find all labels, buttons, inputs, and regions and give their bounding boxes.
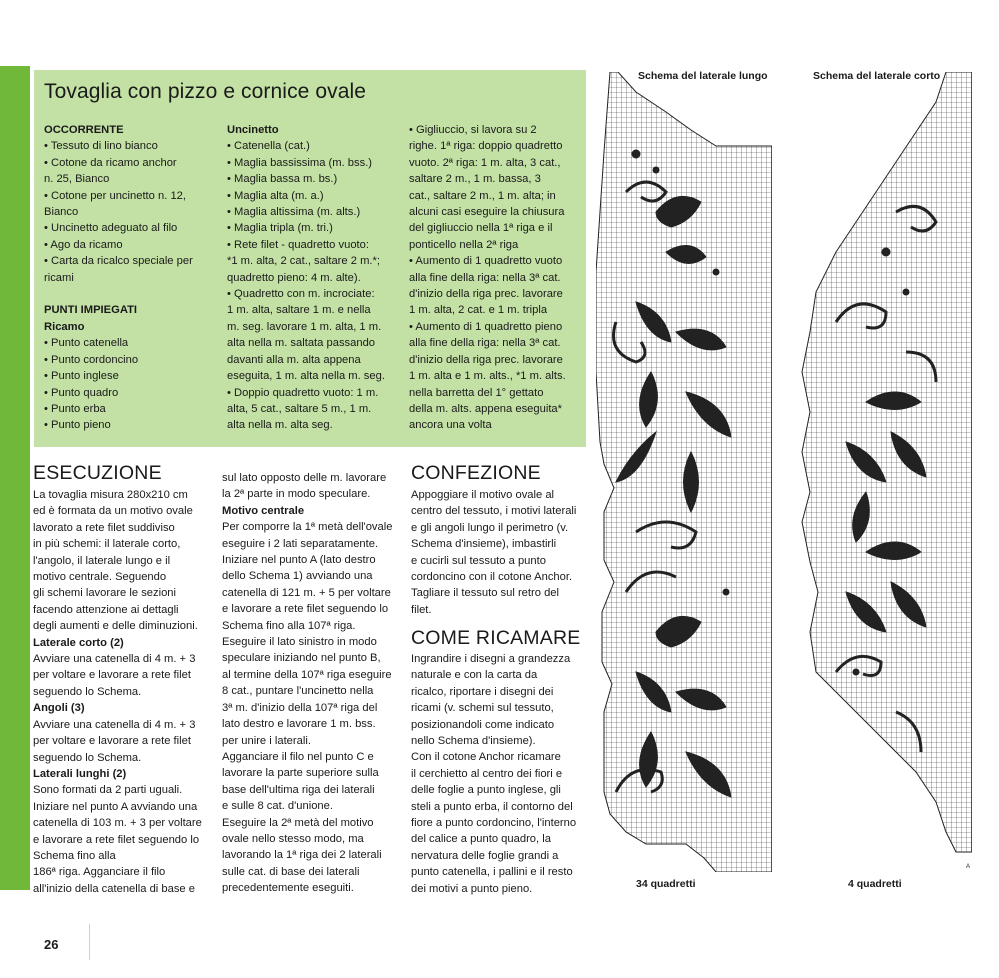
stitches-line: • Rete filet - quadretto vuoto:: [227, 238, 369, 251]
short-side-square-count: 4 quadretti: [848, 878, 902, 890]
esecuzione-line: Iniziare nel punto A avviando una: [33, 800, 198, 813]
stitches-line: eseguita, 1 m. alta nella m. seg.: [227, 370, 385, 383]
confezione-line: e gli angoli lungo il perimetro (v.: [411, 521, 569, 534]
page-title: Tovaglia con pizzo e cornice ovale: [44, 80, 367, 103]
materials-line: • Uncinetto adeguato al filo: [44, 222, 178, 235]
esecuzione-line: e lavorare a rete filet seguendo lo: [222, 603, 389, 616]
materials-line: • Punto inglese: [44, 370, 119, 383]
come-ricamare-text: [411, 651, 586, 897]
techniques-line: alcuni casi eseguire la chiusura: [409, 206, 565, 219]
page-number-divider: [89, 924, 90, 960]
esecuzione-line: La tovaglia misura 280x210 cm: [33, 489, 188, 501]
confezione-line: Schema d'insieme), imbastirli: [411, 538, 557, 551]
esecuzione-line: lato destro e lavorare 1 m. bss.: [222, 718, 376, 731]
techniques-line: alla fine della riga: nella 3ª cat.: [409, 337, 561, 350]
long-side-filet-chart: [596, 72, 772, 872]
ricamare-line: ricalco, riportare i disegni dei: [411, 685, 554, 698]
confezione-text: [411, 487, 586, 618]
filet-techniques-column: [409, 122, 584, 434]
stitches-line: quadretto pieno: 4 m. alte).: [227, 271, 361, 284]
esecuzione-line: per voltare e lavorare a rete filet: [33, 669, 191, 682]
esecuzione-line: precedentemente eseguiti.: [222, 882, 354, 895]
confezione-line: centro del tessuto, i motivi laterali: [411, 505, 577, 518]
esecuzione-line: Avviare una catenella di 4 m. + 3: [33, 718, 196, 731]
confezione-line: cordoncino con il cotone Anchor.: [411, 571, 573, 584]
esecuzione-line: Angoli (3): [33, 702, 85, 715]
ricamare-line: nervatura delle foglie grandi a: [411, 849, 559, 862]
ricamare-line: nello Schema d'insieme).: [411, 735, 536, 748]
esecuzione-line: catenella di 121 m. + 5 per voltare: [222, 586, 391, 599]
ricamare-line: Con il cotone Anchor ricamare: [411, 751, 561, 764]
page-accent-bar: [0, 66, 30, 890]
esecuzione-heading: ESECUZIONE: [33, 462, 162, 484]
materials-line: • Tessuto di lino bianco: [44, 140, 158, 153]
esecuzione-line: Schema fino alla 107ª riga.: [222, 619, 356, 632]
esecuzione-line: l'angolo, il laterale lungo e il: [33, 554, 171, 567]
esecuzione-line: lavorando la 1ª riga dei 2 laterali: [222, 849, 382, 862]
materials-line: [44, 286, 224, 302]
esecuzione-line: facendo attenzione ai dettagli: [33, 603, 179, 616]
esecuzione-column-2: [222, 470, 410, 897]
techniques-line: ponticello nella 2ª riga: [409, 238, 519, 251]
materials-line: • Punto pieno: [44, 419, 111, 432]
esecuzione-line: sulle cat. di base dei laterali: [222, 865, 360, 878]
esecuzione-line: per voltare e lavorare a rete filet: [33, 735, 191, 748]
esecuzione-line: lavorare la parte superiore sulla: [222, 767, 379, 780]
materials-line: • Carta da ricalco speciale per: [44, 255, 193, 268]
ricamare-line: del calice a punto quadro, la: [411, 833, 551, 846]
techniques-line: d'inizio della riga prec. lavorare: [409, 353, 563, 366]
techniques-line: del gigliuccio nella 1ª riga e il: [409, 222, 553, 235]
esecuzione-line: Laterali lunghi (2): [33, 767, 127, 780]
stitches-line: m. seg. lavorare 1 m. alta, 1 m.: [227, 320, 382, 333]
esecuzione-line: gli schemi lavorare le sezioni: [33, 587, 177, 600]
stitches-line: • Maglia bassa m. bs.): [227, 173, 338, 186]
esecuzione-line: ed è formata da un motivo ovale: [33, 505, 193, 518]
materials-column: [44, 122, 224, 434]
techniques-line: alla fine della riga: nella 3ª cat.: [409, 271, 561, 284]
stitches-line: Uncinetto: [227, 124, 279, 136]
materials-line: n. 25, Bianco: [44, 173, 110, 186]
ricamare-line: Ingrandire i disegni a grandezza: [411, 653, 571, 665]
confezione-heading: CONFEZIONE: [411, 462, 541, 484]
esecuzione-column-1: [33, 487, 221, 897]
stitches-line: • Maglia altissima (m. alts.): [227, 206, 361, 219]
techniques-line: vuoto. 2ª riga: 1 m. alta, 3 cat.,: [409, 156, 561, 169]
ricamare-line: ricami (v. schemi sul tessuto,: [411, 702, 554, 715]
esecuzione-line: e lavorare a rete filet seguendo lo: [33, 833, 200, 846]
materials-line: • Punto catenella: [44, 337, 129, 350]
confezione-line: Tagliare il tessuto sul retro del: [411, 587, 559, 600]
stitches-line: alta nella m. saltata passando: [227, 337, 376, 350]
confezione-line: e cucirli sul tessuto a punto: [411, 554, 546, 567]
stitches-line: • Maglia tripla (m. tri.): [227, 222, 333, 235]
esecuzione-line: lavorato a rete filet suddiviso: [33, 521, 175, 534]
techniques-line: 1 m. alta, 2 cat. e 1 m. tripla: [409, 304, 548, 317]
esecuzione-line: dello Schema 1) avviando una: [222, 570, 373, 583]
esecuzione-line: Eseguire il lato sinistro in modo: [222, 636, 377, 649]
esecuzione-line: seguendo lo Schema.: [33, 751, 142, 764]
stitches-line: • Quadretto con m. incrociate:: [227, 288, 375, 301]
stitches-line: • Maglia bassissima (m. bss.): [227, 156, 373, 169]
stitches-line: • Doppio quadretto vuoto: 1 m.: [227, 386, 379, 399]
techniques-line: 1 m. alta e 1 m. alts., *1 m. alts.: [409, 370, 566, 383]
materials-line: ricami: [44, 271, 74, 284]
esecuzione-line: Motivo centrale: [222, 504, 305, 517]
stitches-line: • Maglia alta (m. a.): [227, 189, 324, 202]
stitches-line: davanti alla m. alta appena: [227, 353, 361, 366]
esecuzione-line: speculare iniziando nel punto B,: [222, 652, 381, 665]
long-side-schema-title: Schema del laterale lungo: [638, 70, 768, 82]
materials-line: • Punto erba: [44, 402, 106, 415]
stitches-column: [227, 122, 407, 434]
materials-line: • Punto cordoncino: [44, 353, 139, 366]
esecuzione-line: Schema fino alla: [33, 849, 116, 862]
materials-line: PUNTI IMPIEGATI: [44, 304, 138, 317]
ricamare-line: steli a punto erba, il contorno del: [411, 800, 573, 813]
esecuzione-line: in più schemi: il laterale corto,: [33, 538, 181, 551]
esecuzione-line: base dell'ultima riga dei laterali: [222, 783, 375, 796]
techniques-line: • Aumento di 1 quadretto vuoto: [409, 255, 563, 268]
ricamare-line: delle foglie a punto inglese, gli: [411, 784, 561, 797]
ricamare-line: fiore a punto cordoncino, l'interno: [411, 817, 577, 830]
ricamare-line: il cerchietto al centro dei fiori e: [411, 767, 563, 780]
esecuzione-line: per unire i laterali.: [222, 734, 311, 747]
esecuzione-line: all'inizio della catenella di base e: [33, 882, 195, 895]
short-side-filet-chart: [796, 72, 972, 872]
esecuzione-line: Eseguire la 2ª metà del motivo: [222, 816, 374, 829]
esecuzione-line: Agganciare il filo nel punto C e: [222, 750, 374, 763]
esecuzione-line: seguendo lo Schema.: [33, 685, 142, 698]
materials-line: • Cotone da ricamo anchor: [44, 156, 177, 169]
chart-point-a-marker: A: [966, 864, 971, 870]
come-ricamare-heading: COME RICAMARE: [411, 627, 581, 649]
esecuzione-line: e sulle 8 cat. d'unione.: [222, 800, 333, 813]
ricamare-line: dei motivi a punto pieno.: [411, 882, 533, 895]
stitches-line: • Catenella (cat.): [227, 140, 310, 153]
techniques-line: d'inizio della riga prec. lavorare: [409, 288, 563, 301]
techniques-line: righe. 1ª riga: doppio quadretto: [409, 140, 563, 153]
techniques-line: ancora una volta: [409, 419, 492, 432]
esecuzione-line: 3ª m. d'inizio della 107ª riga del: [222, 701, 378, 714]
esecuzione-line: catenella di 103 m. + 3 per voltare: [33, 817, 202, 830]
techniques-line: nella barretta del 1° gettato: [409, 386, 544, 399]
esecuzione-line: degli aumenti e delle diminuzioni.: [33, 620, 198, 633]
techniques-line: • Aumento di 1 quadretto pieno: [409, 320, 563, 333]
esecuzione-line: la 2ª parte in modo speculare.: [222, 488, 371, 501]
long-side-square-count: 34 quadretti: [636, 878, 696, 890]
confezione-line: filet.: [411, 603, 432, 616]
stitches-line: alta nella m. alta seg.: [227, 419, 333, 432]
page-number: 26: [44, 937, 59, 952]
ricamare-line: punto catenella, i pallini e il resto: [411, 866, 573, 879]
stitches-line: 1 m. alta, saltare 1 m. e nella: [227, 304, 371, 317]
ricamare-line: posizionandoli come indicato: [411, 718, 555, 731]
esecuzione-line: 8 cat., puntare l'uncinetto nella: [222, 685, 374, 698]
techniques-line: della m. alts. appena eseguita*: [409, 402, 562, 415]
materials-line: OCCORRENTE: [44, 124, 124, 136]
confezione-line: Appoggiare il motivo ovale al: [411, 489, 555, 501]
esecuzione-line: Laterale corto (2): [33, 636, 124, 649]
esecuzione-line: eseguire i 2 lati separatamente.: [222, 537, 379, 550]
short-side-schema-title: Schema del laterale corto: [813, 70, 941, 82]
techniques-line: saltare 2 m., 1 m. bassa, 3: [409, 173, 541, 186]
stitches-line: alta, 5 cat., saltare 5 m., 1 m.: [227, 402, 372, 415]
esecuzione-line: Sono formati da 2 parti uguali.: [33, 784, 183, 797]
ricamare-line: naturale e con la carta da: [411, 669, 538, 682]
esecuzione-line: 186ª riga. Agganciare il filo: [33, 866, 166, 879]
materials-line: • Cotone per uncinetto n. 12,: [44, 189, 186, 202]
materials-line: • Punto quadro: [44, 386, 119, 399]
esecuzione-line: Avviare una catenella di 4 m. + 3: [33, 653, 196, 666]
materials-line: Bianco: [44, 206, 79, 219]
materials-line: Ricamo: [44, 320, 85, 333]
esecuzione-line: al termine della 107ª riga eseguire: [222, 668, 392, 681]
esecuzione-line: sul lato opposto delle m. lavorare: [222, 472, 387, 484]
materials-line: • Ago da ricamo: [44, 238, 123, 251]
techniques-line: cat., saltare 2 m., 1 m. alta; in: [409, 189, 556, 202]
esecuzione-line: Iniziare nel punto A (lato destro: [222, 554, 376, 567]
stitches-line: *1 m. alta, 2 cat., saltare 2 m.*;: [227, 255, 380, 268]
techniques-line: • Gigliuccio, si lavora su 2: [409, 124, 537, 136]
esecuzione-line: ovale nello stesso modo, ma: [222, 832, 364, 845]
esecuzione-line: motivo centrale. Seguendo: [33, 571, 167, 584]
esecuzione-line: Per comporre la 1ª metà dell'ovale: [222, 521, 393, 534]
